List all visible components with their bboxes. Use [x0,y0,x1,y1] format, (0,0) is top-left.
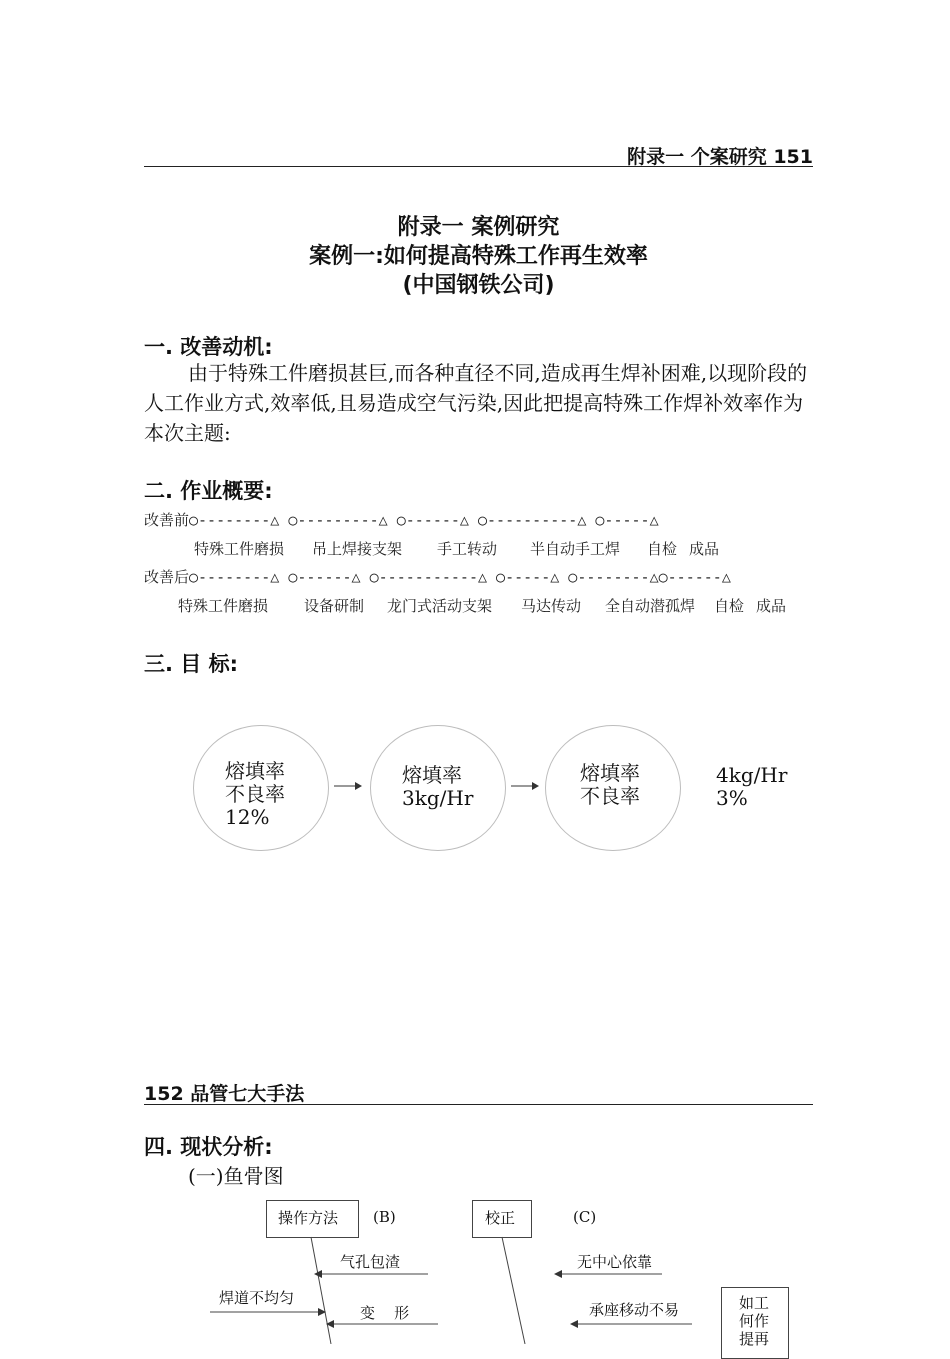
title-line-2: 案例一:如何提高特殊工作再生效率 [309,244,648,269]
fishbone-box-b-label: 操作方法 [278,1209,339,1227]
fishbone-box-c-label: 校正 [485,1209,516,1227]
cause-no-center: 无中心依靠 [577,1253,653,1271]
section-1-paragraph: 由于特殊工件磨损甚巨,而各种直径不同,造成再生焊补困难,以现阶段的人工作业方式,效率低,且易造成空气污染,因此把提高特殊工作焊补效率作为本次主题: [144,361,808,445]
flow-before-step-2: 吊上焊接支架 [312,540,403,558]
flow-before-step-5: 自检 [647,540,678,558]
flow-before-step-4: 半自动手工焊 [530,540,621,558]
fishbone-label-c: (C) [573,1208,597,1226]
cause-deformation: 变 形 [360,1304,410,1322]
flow-after-step-2: 设备研制 [304,597,365,615]
section-heading-3: 三. 目 标: [144,652,238,676]
section-heading-4: 四. 现状分析: [144,1135,273,1159]
goal-circle-target-text: 熔填率 不良率 [580,761,640,808]
running-header-151: 附录一 个案研究 151 [627,146,813,168]
flow-before-step-3: 手工转动 [437,540,498,558]
flow-after-step-7: 成品 [756,597,787,615]
goal-target-values: 4kg/Hr 3% [716,763,788,810]
flow-before-line: 改善前○--------△ ○---------△ ○------△ ○----------△ ○-----△ [144,511,659,529]
fishbone-effect-text: 如工 何作 提再 [739,1294,770,1348]
cause-seat-move: 承座移动不易 [589,1301,680,1319]
title-line-3: (中国钢铁公司) [402,273,555,298]
subheading-fishbone: (一)鱼骨图 [188,1164,284,1188]
header-rule-151 [144,166,813,167]
title-line-1: 附录一 案例研究 [397,215,560,240]
cause-gas-hole: 气孔包渣 [340,1253,401,1271]
running-header-152: 152 品管七大手法 [144,1083,305,1105]
flow-before-step-6: 成品 [689,540,720,558]
section-heading-1: 一. 改善动机: [144,335,273,359]
header-rule-152 [144,1104,813,1105]
flow-after-step-3: 龙门式活动支架 [387,597,493,615]
title-block [144,213,813,300]
flow-after-line: 改善后○--------△ ○------△ ○-----------△ ○-----△ ○--------△○------△ [144,568,731,586]
arrow-icon [510,779,540,793]
cause-uneven-weld: 焊道不均匀 [219,1289,295,1307]
flow-after-step-1: 特殊工件磨损 [178,597,269,615]
goal-circle-current-text: 熔填率 不良率 12% [225,759,285,829]
flow-after-step-4: 马达传动 [521,597,582,615]
arrow-icon [333,779,363,793]
flow-after-step-6: 自检 [714,597,745,615]
fishbone-label-b: (B) [373,1208,396,1226]
goal-circle-middle-text: 熔填率 3kg/Hr [402,763,474,810]
flow-before-step-1: 特殊工件磨损 [194,540,285,558]
flow-after-step-5: 全自动潜孤焊 [605,597,696,615]
section-heading-2: 二. 作业概要: [144,479,273,503]
